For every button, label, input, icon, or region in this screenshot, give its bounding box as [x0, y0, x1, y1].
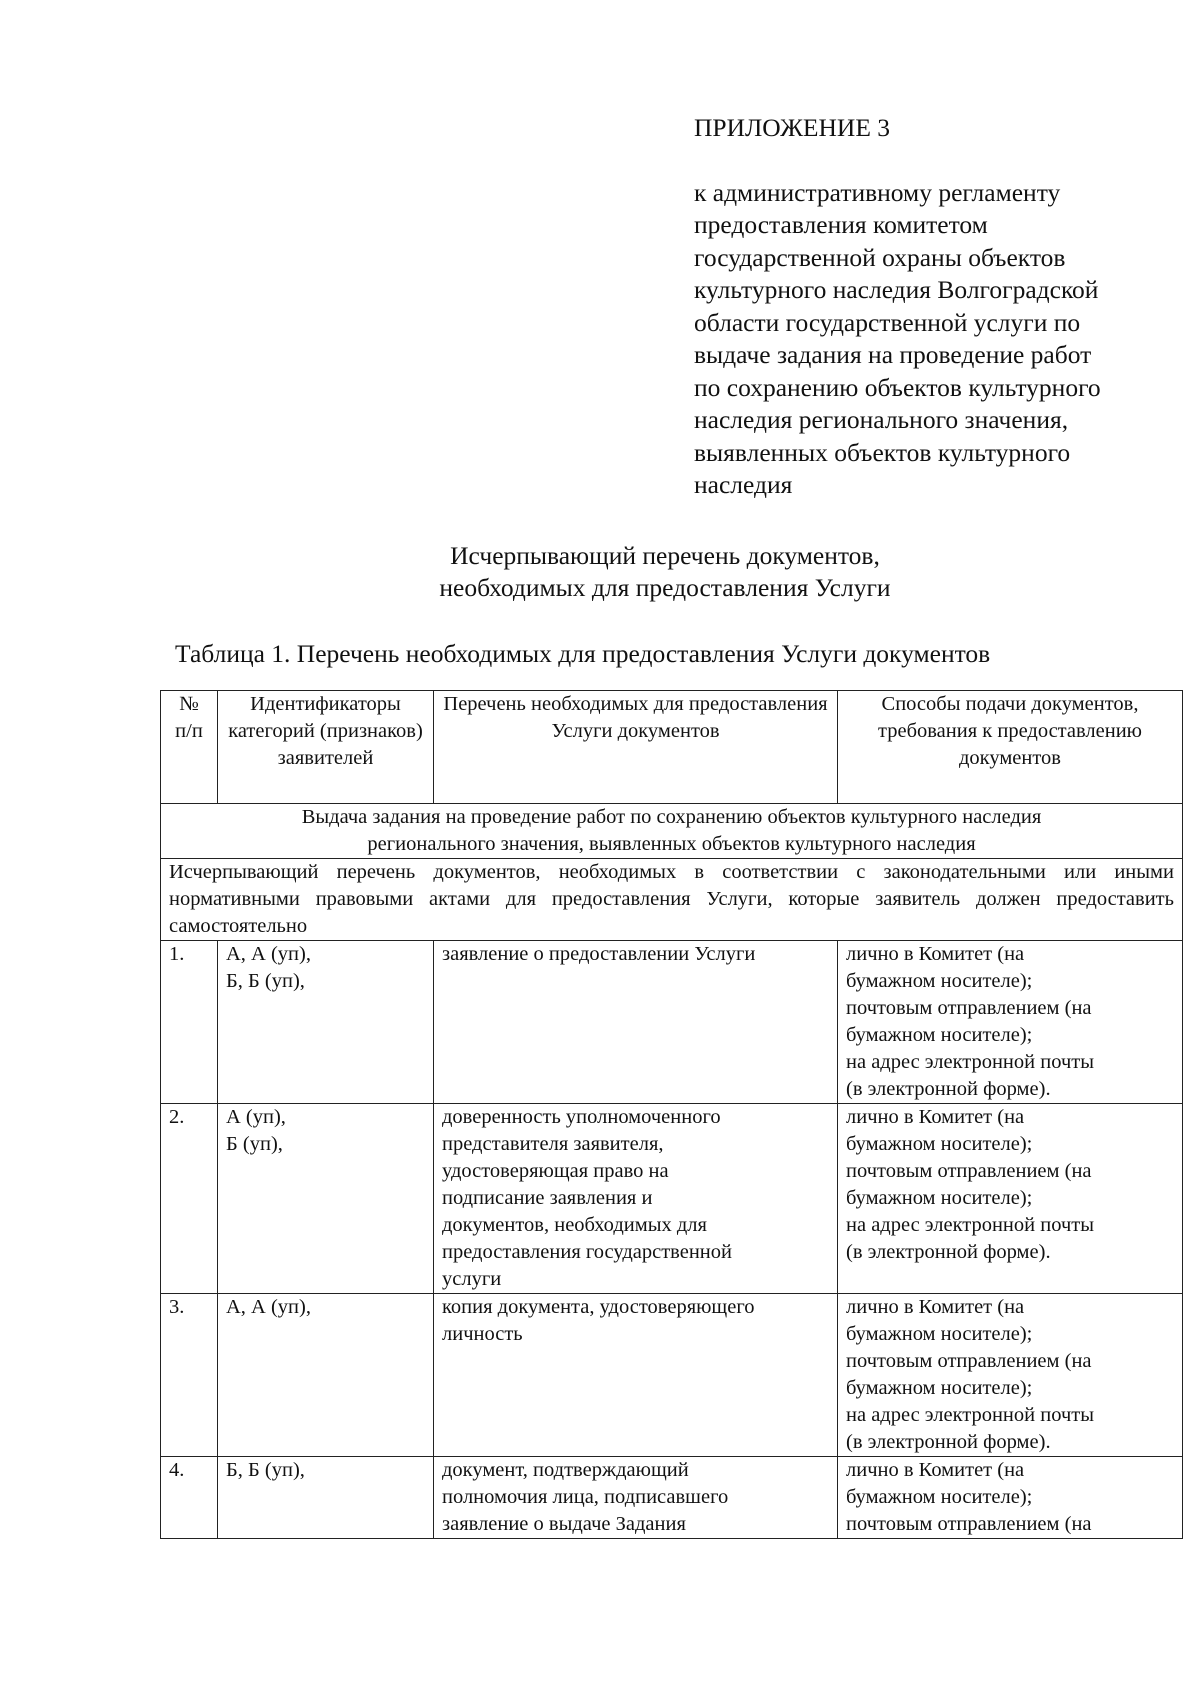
- section-row: [161, 804, 1183, 859]
- row-categories: А (уп), Б (уп),: [218, 1104, 434, 1294]
- table-row: [161, 1104, 1183, 1294]
- row-number: 4.: [161, 1457, 218, 1539]
- row-document: доверенность уполномоченного представителя заявителя, удостоверяющая право на подписание заявления и документов, необходимых для предоставления государственной услуги: [434, 1104, 838, 1294]
- row-categories: А, А (уп), Б, Б (уп),: [218, 941, 434, 1104]
- table-row: [161, 941, 1183, 1104]
- row-methods: лично в Комитет (на бумажном носителе); почтовым отправлением (на бумажном носителе); на адрес электронной почты (в электронной форме).: [838, 1294, 1183, 1457]
- row-methods: лично в Комитет (на бумажном носителе); почтовым отправлением (на: [838, 1457, 1183, 1539]
- row-methods: лично в Комитет (на бумажном носителе); почтовым отправлением (на бумажном носителе); на адрес электронной почты (в электронной форме).: [838, 941, 1183, 1104]
- document-heading: Исчерпывающий перечень документов, необходимых для предоставления Услуги: [439, 541, 891, 602]
- row-number: 2.: [161, 1104, 218, 1294]
- row-document: копия документа, удостоверяющего личность: [434, 1294, 838, 1457]
- section-title: Выдача задания на проведение работ по сохранению объектов культурного наследия регионального значения, выявленных объектов культурного наследия: [161, 804, 1183, 859]
- appendix-title: ПРИЛОЖЕНИЕ 3: [694, 113, 891, 142]
- appendix-subtitle: к административному регламенту предоставления комитетом государственной охраны объектов культурного наследия Волгоградской области государственной услуги по выдаче задания на проведение работ по сохранению объектов культурного наследия регионального значения, выявленных объектов культурного наследия: [694, 177, 1101, 499]
- header-number: № п/п: [161, 691, 218, 804]
- table-header-row: [161, 691, 1183, 804]
- table-row: [161, 1457, 1183, 1539]
- row-categories: Б, Б (уп),: [218, 1457, 434, 1539]
- table-caption: Таблица 1. Перечень необходимых для предоставления Услуги документов: [175, 639, 991, 668]
- row-number: 1.: [161, 941, 218, 1104]
- row-document: документ, подтверждающий полномочия лица, подписавшего заявление о выдаче Задания: [434, 1457, 838, 1539]
- table-row: [161, 1294, 1183, 1457]
- row-categories: А, А (уп),: [218, 1294, 434, 1457]
- header-categories: Идентификаторы категорий (признаков) заявителей: [218, 691, 434, 804]
- subsection-title: Исчерпывающий перечень документов, необходимых в соответствии с законодательными или иными нормативными правовыми актами для предоставления Услуги, которые заявитель должен предоставить самостоятельно: [161, 859, 1183, 941]
- header-documents: Перечень необходимых для предоставления Услуги документов: [434, 691, 838, 804]
- appendix-block: [694, 112, 1164, 502]
- row-document: заявление о предоставлении Услуги: [434, 941, 838, 1104]
- row-methods: лично в Комитет (на бумажном носителе); почтовым отправлением (на бумажном носителе); на адрес электронной почты (в электронной форме).: [838, 1104, 1183, 1294]
- row-number: 3.: [161, 1294, 218, 1457]
- documents-table: [160, 690, 1183, 1539]
- subsection-row: [161, 859, 1183, 941]
- header-methods: Способы подачи документов, требования к предоставлению документов: [838, 691, 1183, 804]
